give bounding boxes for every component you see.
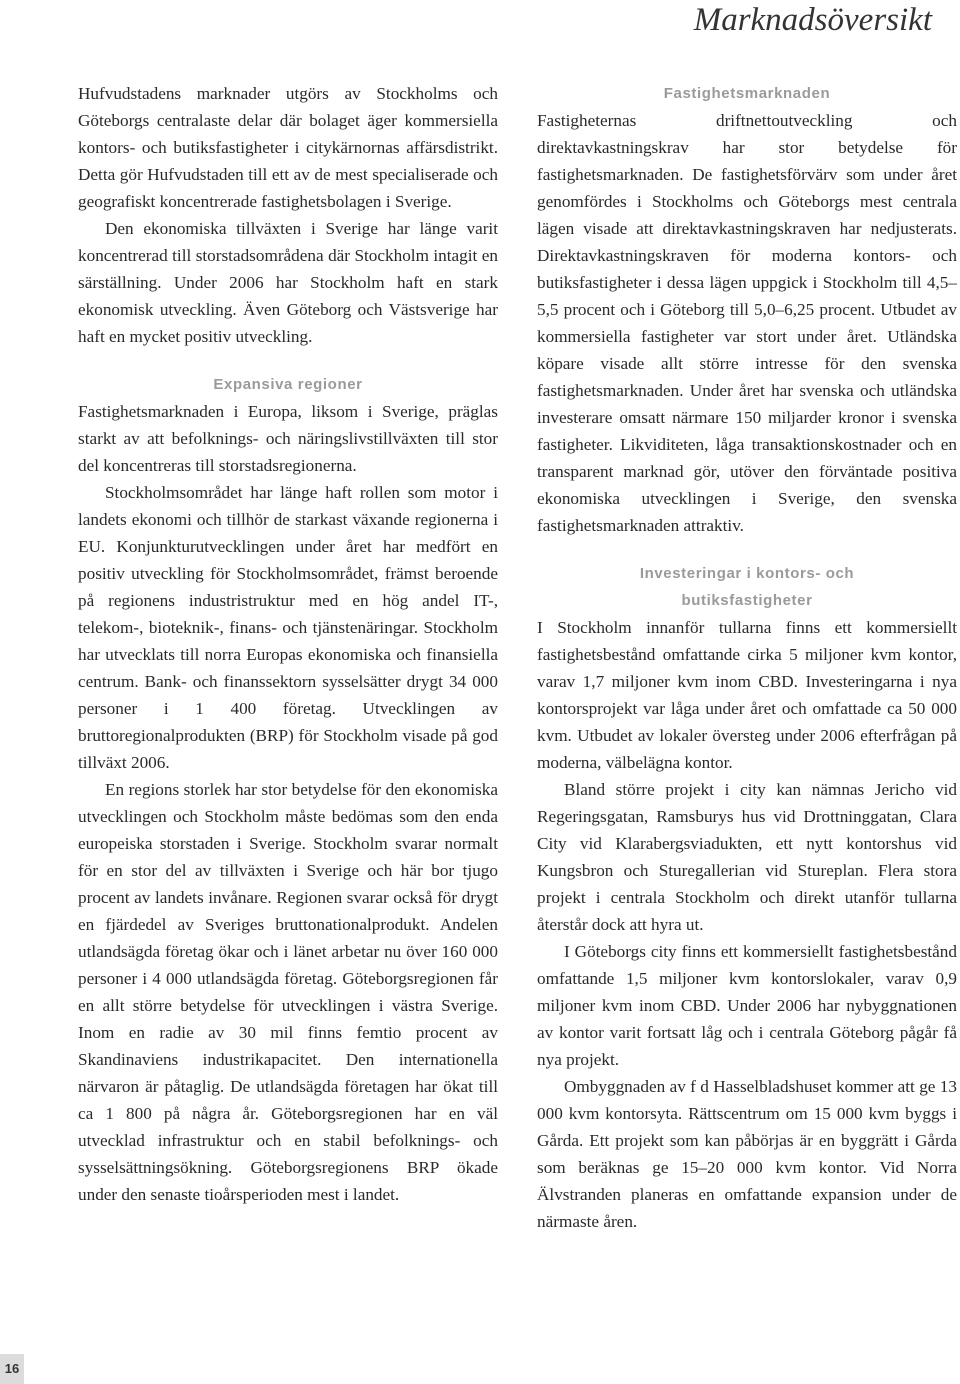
stockholm-stock-paragraph: I Stockholm innanför tullarna finns ett kommersiellt fastighetsbestånd omfattande cirka 5 miljoner kvm kontor, varav 1,7 miljoner kvm inom CBD. Investeringarna i nya kontorsprojekt var låga under året och omfattade ca 50 000 kvm. Utbudet av lokaler översteg under 2006 efterfrågan på moderna, välbelägna kontor. [537,618,957,772]
europe-market-paragraph: Fastighetsmarknaden i Europa, liksom i Sverige, präglas starkt av att befolknings- och näringslivstillväxten till stor del koncentreras till storstadsregionerna. [78,402,498,475]
section-heading-fastighetsmarknaden: Fastighetsmarknaden [663,85,831,102]
page-number: 16 [0,1354,24,1384]
hasselblad-paragraph: Ombyggnaden av f d Hasselbladshuset kommer att ge 13 000 kvm kontorsyta. Rättscentrum om 15 000 kvm byggs i Gårda. Ett projekt som kan påbörjas är en byggrätt i Gårda som beräknas ge 15–20 000 kvm kontor. Vid Norra Älvstranden planeras en omfattande expansion under de närmaste åren. [537,1077,957,1231]
stockholm-region-paragraph: Stockholmsområdet har länge haft rollen som motor i landets ekonomi och tillhör de starkast växande regionerna i EU. Konjunkturutvecklingen under året har medfört en positiv utveckling för Stockholmsområdet, främst beroende på regionens industristruktur med en hög andel IT-, telekom-, bioteknik-, finans- och tjänstenäringar. Stockholm har utvecklats till norra Europas ekonomiska och finansiella centrum. Bank- och finanssektorn sysselsätter drygt 34 000 personer i 1 400 företag. Utvecklingen av bruttoregionalprodukten (BRP) för Stockholm visade på god tillväxt 2006. [78,483,498,772]
property-market-paragraph: Fastigheternas driftnettoutveckling och direktavkastningskrav har stor betydelse för fastighetsmarknaden. De fastighetsförvärv som under året genomfördes i Stockholms och Göteborgs mest centrala lägen visade att direktavkastningskraven har nedjusterats. Direktavkastningskraven för moderna kontors- och butiksfastigheter i dessa lägen uppgick i Stockholm till 4,5–5,5 procent och i Göteborg till 5,0–6,25 procent. Utbudet av kommersiella fastigheter var stort under året. Utländska köpare visade allt större intresse för den svenska fastighetsmarknaden. Under året har svenska och utländska investerare omsatt närmare 150 miljarder kronor i svenska fastigheter. Likviditeten, låga transaktionskostnader och en transparent marknad gör, utöver den förväntade positiva ekonomiska utvecklingen i Sverige, den svenska fastighetsmarknaden attraktiv. [537,111,957,535]
heading-line-2: butiksfastigheter [681,592,813,609]
heading-line-1: Investeringar i kontors- och [639,565,855,582]
projects-paragraph: Bland större projekt i city kan nämnas Jericho vid Regeringsgatan, Ramsburys hus vid Drottninggatan, Clara City vid Klarabergsviadukten, ett nytt kontorshus vid Kungsbron och Sturegallerian vid Stureplan. Flera stora projekt i centrala Stockholm och direkt utanför tullarna återstår dock att hyra ut. [537,780,957,934]
right-column [537,80,957,1235]
section-heading-expansiva-regioner: Expansiva regioner [213,376,363,393]
section-heading-investeringar [537,560,957,614]
page-title: Marknadsöversikt [693,2,932,38]
goteborg-stock-paragraph: I Göteborgs city finns ett kommersiellt fastighetsbestånd omfattande 1,5 miljoner kvm kontorslokaler, varav 0,9 miljoner kvm inom CBD. Under 2006 har nybyggnationen av kontor varit fortsatt låg och i centrala Göteborg pågår få nya projekt. [537,942,957,1069]
left-column [78,80,498,1208]
intro-paragraph: Hufvudstadens marknader utgörs av Stockholms och Göteborgs centralaste delar där bolaget äger kommersiella kontors- och butiksfastigheter i citykärnornas affärsdistrikt. Detta gör Hufvudstaden till ett av de mest specialiserade och geografiskt koncentrerade fastighetsbolagen i Sverige. [78,84,498,211]
region-size-paragraph: En regions storlek har stor betydelse för den ekonomiska utvecklingen och Stockholm måste bedömas som den enda europeiska storstaden i Sverige. Stockholm svarar normalt för en stor del av tillväxten i Sverige och här bor tjugo procent av landets invånare. Regionen svarar också för drygt en fjärdedel av Sveriges bruttonationalprodukt. Andelen utlandsägda företag ökar och i länet arbetar nu över 160 000 personer i 4 000 utlandsägda företag. Göteborgsregionen får en allt större betydelse för utvecklingen i västra Sverige. Inom en radie av 30 mil finns femtio procent av Skandinaviens industrikapacitet. Den internationella närvaron är påtaglig. De utlandsägda företagen har ökat till ca 1 800 på några år. Göteborgsregionen har en väl utvecklad infrastruktur och en stabil befolknings- och sysselsättningsökning. Göteborgsregionens BRP ökade under den senaste tioårsperioden mest i landet. [78,780,498,1204]
growth-paragraph: Den ekonomiska tillväxten i Sverige har länge varit koncentrerad till storstadsområdena där Stockholm intagit en särställning. Under 2006 har Stockholm haft en stark ekonomisk utveckling. Även Göteborg och Västsverige har haft en mycket positiv utveckling. [78,219,498,346]
